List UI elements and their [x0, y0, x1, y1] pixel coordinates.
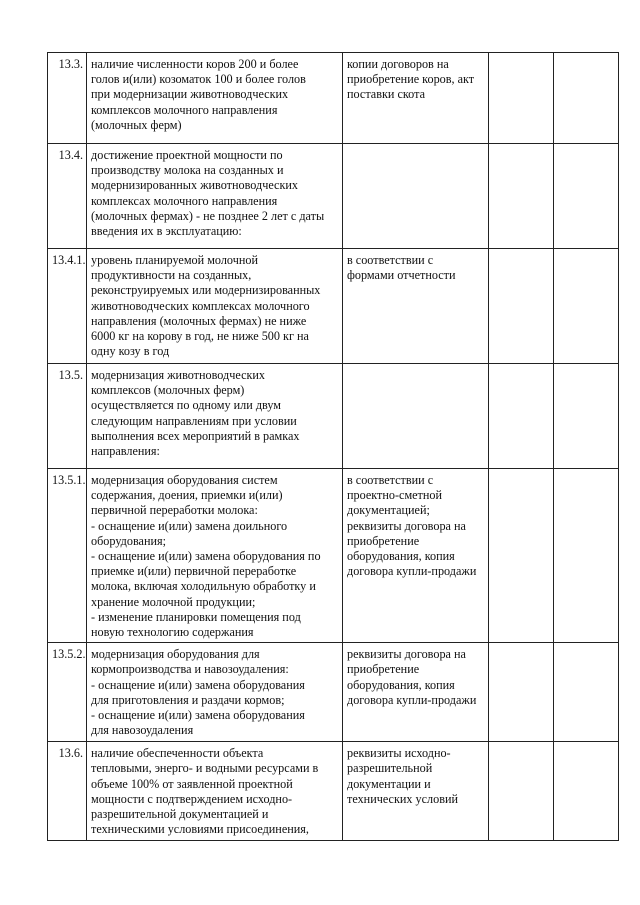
- document-line: договора купли-продажи: [347, 692, 477, 707]
- document-line: разрешительной: [347, 761, 433, 776]
- empty-cell-b: [554, 249, 619, 364]
- supporting-document: [343, 53, 489, 144]
- requirement-line: хранение молочной продукции;: [91, 594, 256, 609]
- requirement-line: приемке и(или) первичной переработке: [91, 564, 297, 579]
- requirement-line: наличие обеспеченности объекта: [91, 746, 264, 761]
- requirement-line: следующим направлениям при условии: [91, 413, 297, 428]
- supporting-document: [343, 643, 489, 742]
- requirement-line: модернизация животноводческих: [91, 368, 266, 382]
- requirement-line: осуществляется по одному или двум: [91, 398, 282, 413]
- requirement-line: при модернизации животноводческих: [91, 87, 289, 102]
- requirement-line: первичной переработки молока:: [91, 503, 258, 518]
- row-number: 13.6.: [48, 742, 87, 841]
- requirement-line: объеме 100% от заявленной проектной: [91, 776, 293, 791]
- document-line: в соответствии с: [347, 473, 434, 487]
- requirement-line: (молочных фермах) - не позднее 2 лет с даты: [91, 208, 325, 223]
- requirement-line: модернизация оборудования систем: [91, 473, 278, 487]
- requirement-line: содержания, доения, приемки и(или): [91, 488, 283, 503]
- requirement-line: модернизация оборудования для: [91, 647, 260, 662]
- requirement-line: производству молока на созданных и: [91, 163, 284, 178]
- table-row: [48, 144, 619, 249]
- requirement-line: уровень планируемой молочной: [91, 253, 258, 267]
- document-line: поставки скота: [347, 87, 425, 102]
- requirement-text: [87, 742, 343, 841]
- empty-cell-a: [489, 643, 554, 742]
- table-row: [48, 53, 619, 144]
- requirement-line: направления:: [91, 444, 160, 459]
- document-line: проектно-сметной: [347, 488, 443, 503]
- requirement-line: выполнения всех мероприятий в рамках: [91, 428, 300, 443]
- row-number: 13.4.: [48, 144, 87, 249]
- empty-cell-b: [554, 364, 619, 469]
- empty-cell-a: [489, 469, 554, 643]
- requirement-line: комплексах молочного направления: [91, 193, 278, 208]
- document-line: договора купли-продажи: [347, 564, 477, 579]
- requirement-line: животноводческих комплексах молочного: [91, 298, 310, 313]
- requirement-text: [87, 53, 343, 144]
- supporting-document: [343, 249, 489, 364]
- requirement-line: техническими условиями присоединения,: [91, 822, 309, 837]
- requirement-line: для навозоудаления: [91, 723, 194, 738]
- requirement-line: оборудования;: [91, 533, 166, 548]
- document-line: в соответствии с: [347, 253, 434, 267]
- requirement-line: модернизированных животноводческих: [91, 178, 298, 193]
- requirement-line: комплексов (молочных ферм): [91, 383, 245, 398]
- empty-cell-b: [554, 53, 619, 144]
- document-line: оборудования, копия: [347, 677, 455, 692]
- document-line: документации и: [347, 776, 431, 791]
- requirement-text: [87, 643, 343, 742]
- requirement-line: введения их в эксплуатацию:: [91, 224, 242, 239]
- requirement-line: молока, включая холодильную обработку и: [91, 579, 316, 594]
- table-row: [48, 469, 619, 643]
- empty-cell-a: [489, 364, 554, 469]
- requirement-line: кормопроизводства и навозоудаления:: [91, 662, 289, 677]
- row-number: 13.5.: [48, 364, 87, 469]
- table-row: [48, 742, 619, 841]
- requirements-table: [47, 52, 619, 841]
- requirement-line: 6000 кг на корову в год, не ниже 500 кг на: [91, 329, 309, 344]
- supporting-document: [343, 364, 489, 469]
- row-number: 13.5.2.: [48, 643, 87, 742]
- supporting-document: [343, 742, 489, 841]
- empty-cell-a: [489, 249, 554, 364]
- requirement-text: [87, 144, 343, 249]
- supporting-document: [343, 469, 489, 643]
- requirement-line: для приготовления и раздачи кормов;: [91, 692, 285, 707]
- document-line: копии договоров на: [347, 57, 449, 71]
- document-line: оборудования, копия: [347, 549, 455, 564]
- row-number: 13.4.1.: [48, 249, 87, 364]
- requirement-line: новую технологию содержания: [91, 625, 254, 640]
- requirement-line: (молочных ферм): [91, 117, 182, 132]
- document-line: формами отчетности: [347, 268, 456, 283]
- requirement-line: - оснащение и(или) замена оборудования: [91, 708, 305, 723]
- table-body: [48, 53, 619, 841]
- empty-cell-b: [554, 643, 619, 742]
- requirement-line: мощности с подтверждением исходно-: [91, 791, 293, 806]
- requirement-line: - изменение планировки помещения под: [91, 609, 301, 624]
- requirement-text: [87, 249, 343, 364]
- requirement-line: продуктивности на созданных,: [91, 268, 252, 283]
- requirement-line: - оснащение и(или) замена доильного: [91, 518, 288, 533]
- empty-cell-b: [554, 144, 619, 249]
- supporting-document: [343, 144, 489, 249]
- empty-cell-b: [554, 742, 619, 841]
- requirement-line: - оснащение и(или) замена оборудования: [91, 677, 305, 692]
- empty-cell-b: [554, 469, 619, 643]
- requirement-line: разрешительной документацией и: [91, 807, 269, 822]
- requirement-line: наличие численности коров 200 и более: [91, 57, 299, 71]
- document-line: документацией;: [347, 503, 430, 518]
- table-row: [48, 249, 619, 364]
- requirement-line: достижение проектной мощности по: [91, 148, 283, 162]
- row-number: 13.5.1.: [48, 469, 87, 643]
- requirement-line: тепловыми, энерго- и водными ресурсами в: [91, 761, 319, 776]
- document-line: технических условий: [347, 791, 459, 806]
- document-line: приобретение коров, акт: [347, 72, 475, 87]
- document-line: приобретение: [347, 533, 420, 548]
- row-number: 13.3.: [48, 53, 87, 144]
- requirement-line: комплексов молочного направления: [91, 102, 278, 117]
- document-line: приобретение: [347, 662, 420, 677]
- document-line: реквизиты исходно-: [347, 746, 451, 761]
- document-line: реквизиты договора на: [347, 647, 466, 662]
- requirement-text: [87, 469, 343, 643]
- table-row: [48, 643, 619, 742]
- empty-cell-a: [489, 144, 554, 249]
- table-row: [48, 364, 619, 469]
- document-line: реквизиты договора на: [347, 518, 466, 533]
- empty-cell-a: [489, 742, 554, 841]
- requirement-line: голов и(или) козоматок 100 и более голов: [91, 72, 306, 87]
- requirement-text: [87, 364, 343, 469]
- requirement-line: одну козу в год: [91, 344, 170, 359]
- requirement-line: реконструируемых или модернизированных: [91, 283, 321, 298]
- requirement-line: - оснащение и(или) замена оборудования по: [91, 549, 321, 564]
- empty-cell-a: [489, 53, 554, 144]
- requirement-line: направления (молочных фермах) не ниже: [91, 313, 307, 328]
